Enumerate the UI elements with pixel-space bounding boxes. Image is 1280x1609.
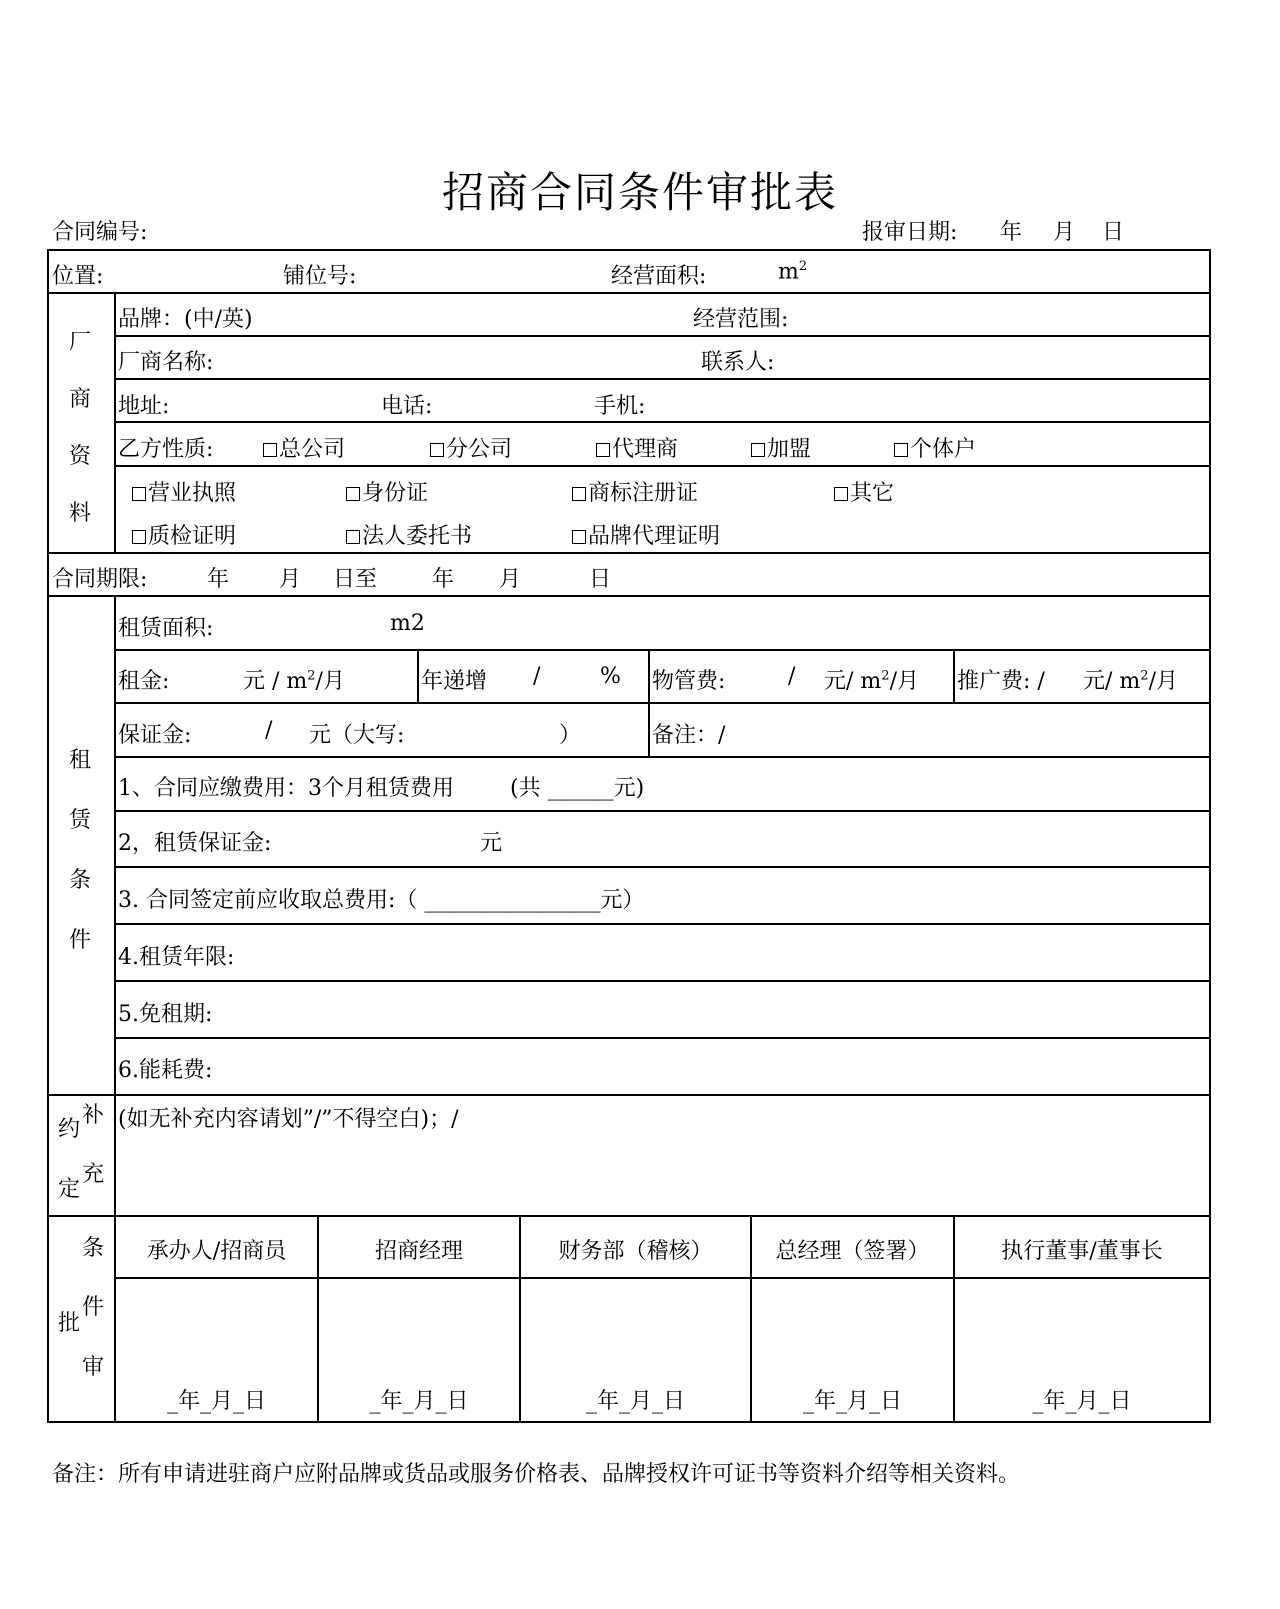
- contact-person-label: 联系人:: [701, 350, 775, 375]
- phone-label: 电话:: [381, 394, 433, 419]
- party-b-type-label: 乙方性质:: [118, 437, 214, 462]
- promotion-fee-label: 推广费: /: [957, 669, 1045, 694]
- checkbox-icon: [132, 530, 146, 544]
- item-1: 1、合同应缴费用：3个月租赁费用: [118, 776, 454, 801]
- period-start-year: 年: [207, 567, 230, 592]
- approval-date-handler: _年_月_日: [166, 1389, 266, 1414]
- address-label: 地址:: [118, 394, 170, 419]
- checkbox-quality-cert[interactable]: 质检证明: [132, 519, 236, 550]
- approval-col-handler: 承办人/招商员: [146, 1239, 287, 1264]
- checkbox-franchise[interactable]: 加盟: [751, 432, 811, 463]
- management-fee-label: 物管费:: [652, 669, 726, 694]
- checkbox-icon: [894, 443, 908, 457]
- management-fee-slash: /: [788, 664, 796, 689]
- checkbox-business-license[interactable]: 营业执照: [132, 476, 236, 507]
- checkbox-icon: [572, 487, 586, 501]
- lease-area-unit: m2: [390, 611, 425, 636]
- footer-note: 备注：所有申请进驻商户应附品牌或货品或服务价格表、品牌授权许可证书等资料介绍等相关资料。: [52, 1462, 1021, 1487]
- item-5: 5.免租期:: [118, 1002, 213, 1027]
- period-end-month: 月: [499, 567, 522, 592]
- contract-period-label: 合同期限:: [52, 567, 148, 592]
- brand-label: 品牌：(中/英): [118, 307, 253, 332]
- checkbox-icon: [572, 530, 586, 544]
- checkbox-agent[interactable]: 代理商: [596, 432, 678, 463]
- submit-date-label: 报审日期:: [862, 220, 958, 245]
- checkbox-id-card[interactable]: 身份证: [346, 476, 428, 507]
- checkbox-other[interactable]: 其它: [834, 476, 894, 507]
- management-fee-unit: 元/ $m^2/$月: [824, 668, 919, 694]
- checkbox-power-of-attorney[interactable]: 法人委托书: [346, 519, 472, 550]
- remark-label: 备注：/: [652, 723, 726, 748]
- location-label: 位置:: [52, 264, 104, 289]
- period-start-day: 日至: [333, 567, 378, 592]
- item-4: 4.租赁年限:: [118, 945, 235, 970]
- contract-number-label: 合同编号:: [52, 220, 148, 245]
- area-unit: $m^2$: [778, 259, 808, 285]
- checkbox-icon: [346, 530, 360, 544]
- annual-increase-label: 年递增: [421, 669, 488, 694]
- rent-unit: 元 / $m^2/$月: [243, 668, 345, 694]
- vendor-name-label: 厂商名称:: [118, 350, 214, 375]
- checkbox-icon: [596, 443, 610, 457]
- item-6: 6.能耗费:: [118, 1058, 213, 1083]
- mobile-label: 手机:: [594, 394, 646, 419]
- business-area-label: 经营面积:: [611, 264, 707, 289]
- checkbox-icon: [346, 487, 360, 501]
- period-end-day: 日: [589, 567, 612, 592]
- promotion-fee-unit: 元/ $m^2/$月: [1083, 668, 1178, 694]
- approval-col-finance: 财务部（稽核）: [558, 1239, 713, 1264]
- item-1-total: (共 ______元): [510, 776, 645, 801]
- business-scope-label: 经营范围:: [693, 307, 789, 332]
- checkbox-trademark[interactable]: 商标注册证: [572, 476, 698, 507]
- deposit-unit: 元（大写:: [309, 723, 405, 748]
- checkbox-head-office[interactable]: 总公司: [263, 432, 345, 463]
- shop-number-label: 铺位号:: [283, 264, 357, 289]
- submit-date-day: 日: [1102, 220, 1125, 245]
- submit-date-year: 年: [1000, 220, 1023, 245]
- submit-date-month: 月: [1053, 220, 1076, 245]
- annual-increase-percent: %: [600, 664, 621, 689]
- lease-area-label: 租赁面积:: [118, 616, 214, 641]
- approval-col-gm: 总经理（签署）: [775, 1239, 930, 1264]
- form-title: 招商合同条件审批表: [441, 168, 838, 217]
- supplement-text: (如无补充内容请划”/”不得空白)；/: [118, 1107, 459, 1132]
- period-end-year: 年: [432, 567, 455, 592]
- item-3: 3. 合同签定前应收取总费用:（ ________________元）: [118, 888, 645, 913]
- approval-date-manager: _年_月_日: [369, 1389, 469, 1414]
- approval-date-gm: _年_月_日: [802, 1389, 902, 1414]
- checkbox-icon: [430, 443, 444, 457]
- approval-date-finance: _年_月_日: [585, 1389, 685, 1414]
- approval-date-chairman: _年_月_日: [1032, 1389, 1132, 1414]
- checkbox-individual[interactable]: 个体户: [894, 432, 976, 463]
- checkbox-icon: [834, 487, 848, 501]
- checkbox-brand-agency[interactable]: 品牌代理证明: [572, 519, 720, 550]
- checkbox-icon: [263, 443, 277, 457]
- approval-col-chairman: 执行董事/董事长: [1001, 1239, 1163, 1264]
- item-2-unit: 元: [480, 831, 503, 856]
- checkbox-icon: [751, 443, 765, 457]
- period-start-month: 月: [279, 567, 302, 592]
- checkbox-branch[interactable]: 分公司: [430, 432, 512, 463]
- approval-col-manager: 招商经理: [374, 1239, 463, 1264]
- annual-increase-slash: /: [533, 664, 541, 689]
- deposit-label: 保证金:: [118, 723, 192, 748]
- rent-label: 租金:: [118, 669, 170, 694]
- checkbox-icon: [132, 487, 146, 501]
- deposit-slash: /: [265, 718, 273, 743]
- deposit-close: ）: [559, 723, 582, 748]
- item-2: 2，租赁保证金:: [118, 831, 272, 856]
